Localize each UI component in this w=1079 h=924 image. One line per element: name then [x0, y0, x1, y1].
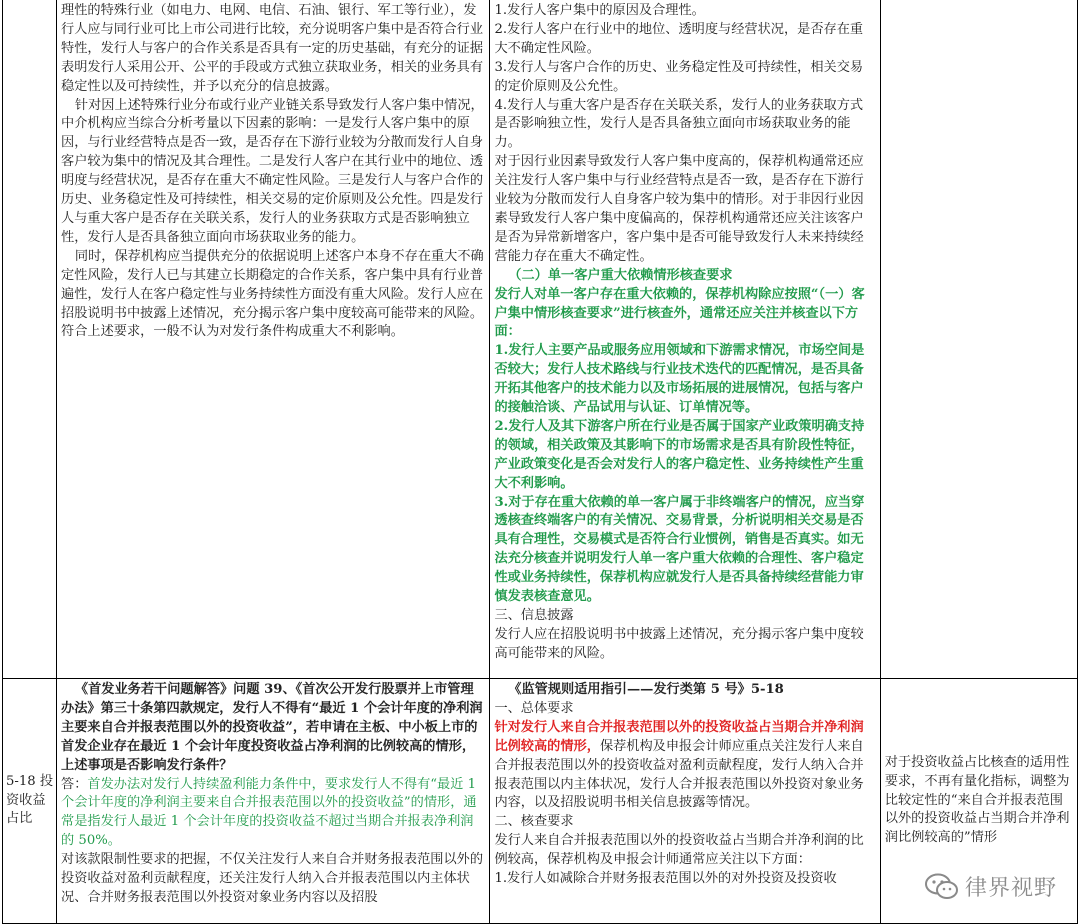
row1-col0-empty — [3, 0, 57, 679]
watermark — [925, 871, 1057, 902]
row1-col3-empty — [880, 0, 1077, 679]
remark-cell: 对于投资收益占比核查的适用性要求，不再有量化指标，调整为比较定性的“来自合并报表范围以外的投资收益占当期合并净利润比例较高的”情形 — [880, 679, 1077, 924]
section-heading: 三、信息披露 — [494, 608, 574, 623]
list-item: 1.发行人如减除合并财务报表范围以外的对外投资及投资收 — [494, 871, 837, 887]
highlight-text: 针对发行人来自合并报表范围以外的投资收益占当期合并净利润比例较高的情形， — [494, 719, 864, 754]
question-title: 《首发业务若干问题解答》问题 39、《首次公开发行股票并上市管理办法》第三十条第四款规定，发行人不得有“最近 1 个会计年度的净利润主要来自合并报表范围以外的投资收益”，若申请在主板、中小板上市的首发企业存在最近 1 个会计年度投资收益占净利润的比例较高的情形，上述事项是否影响发行条件？ — [61, 682, 483, 773]
row2-col2 — [490, 679, 880, 924]
list-item: 4.发行人与重大客户是否存在关联关系，发行人的业务获取方式是否影响独立性，发行人是否具备独立面向市场获取业务的能力。 — [494, 97, 864, 151]
row1-col1 — [57, 0, 490, 679]
paragraph: 针对因上述特殊行业分布或行业产业链关系导致发行人客户集中情况，中介机构应当综合分析考量以下因素的影响：一是发行人客户集中的原因，与行业经营特点是否一致，是否存在下游行业较为分散而发行人自身客户较为集中的情况及其合理性。二是发行人客户在其行业中的地位、透明度与经营状况，是否存在重大不确定性风险。三是发行人与客户合作的历史、业务稳定性及可持续性，相关交易的定价原则及公允性。四是发行人与重大客户是否存在关联关系，发行人的业务获取方式是否影响独立性，发行人是否具备独立面向市场获取业务的能力。 — [61, 97, 484, 245]
answer-prefix: 答： — [61, 776, 88, 792]
section-heading: （二）单一客户重大依赖情形核查要求 — [508, 267, 733, 283]
paragraph: 理性的特殊行业（如电力、电网、电信、石油、银行、军工等行业），发行人应与同行业可比上市公司进行比较，充分说明客户集中是否符合行业特性，发行人与客户的合作关系是否具有一定的历史基础，有充分的证据表明发行人采用公开、公平的手段或方式独立获取业务，相关的业务具有稳定性以及可持续性，并予以充分的信息披露。 — [61, 3, 484, 94]
list-item: 3.发行人与客户合作的历史、业务稳定性及可持续性，相关交易的定价原则及公允性。 — [494, 59, 864, 94]
watermark-label: 律界视野 — [964, 876, 1057, 901]
row2-col1 — [57, 679, 490, 924]
paragraph — [494, 719, 875, 814]
list-item: 2.发行人客户在行业中的地位、透明度与经营状况，是否存在重大不确定性风险。 — [494, 21, 864, 56]
row-label: 5-18 投资收益占比 — [3, 679, 57, 924]
list-item: 3.对于存在重大依赖的单一客户属于非终端客户的情况，应当穿透核查终端客户的有关情况、交易背景，分析说明相关交易是否具有合理性，交易模式是否符合行业惯例，销售是否真实。如无法充分核查并说明发行人单一客户重大依赖的合理性、客户稳定性或业务持续性，保荐机构应就发行人是否具备持续经营能力审慎发表核查意见。 — [494, 494, 865, 605]
guideline-title: 《监管规则适用指引——发行类第 5 号》5-18 — [508, 682, 784, 697]
paragraph-text: 保荐机构及申报会计师应重点关注发行人来自合并报表范围以外的投资收益对盈利贡献程度，发行人纳入合并报表范围以内主体状况，发行人合并报表范围以外投资对象业务内容，以及招股说明书相关信息披露等情况。 — [494, 738, 864, 811]
paragraph: 同时，保荐机构应当提供充分的依据说明上述客户本身不存在重大不确定性风险，发行人已与其建立长期稳定的合作关系，客户集中具有行业普遍性，发行人在客户稳定性与业务持续性方面没有重大风险。发行人应在招股说明书中披露上述情况，充分揭示客户集中度较高可能带来的风险。符合上述要求，一般不认为对发行条件构成重大不利影响。 — [61, 248, 484, 340]
comparison-table — [2, 0, 1078, 924]
table-row — [3, 679, 1078, 924]
paragraph: 对于因行业因素导致发行人客户集中度高的，保荐机构通常还应关注发行人客户集中与行业经营特点是否一致，是否存在下游行业较为分散而发行人自身客户较为集中的情形。对于非因行业因素导致发行人客户集中度偏高的，保荐机构通常还应关注该客户是否为异常新增客户，客户集中是否可能导致发行人未来持续经营能力存在重大不确定性。 — [494, 154, 864, 264]
paragraph: 发行人应在招股说明书中披露上述情况，充分揭示客户集中度较高可能带来的风险。 — [494, 626, 864, 661]
row1-col2 — [490, 0, 880, 679]
table-row — [3, 0, 1078, 679]
answer-paragraph — [61, 776, 485, 852]
paragraph: 发行人对单一客户存在重大依赖的，保荐机构除应按照“（一）客户集中情形核查要求”进行核查外，通常还应关注并核查以下方面： — [494, 286, 865, 340]
list-item: 2.发行人及其下游客户所在行业是否属于国家产业政策明确支持的领域，相关政策及其影响下的市场需求是否具有阶段性特征，产业政策变化是否会对发行人的客户稳定性、业务持续性产生重大不利影响。 — [494, 418, 865, 491]
paragraph: 对该款限制性要求的把握，不仅关注发行人来自合并财务报表范围以外的投资收益对盈利贡献程度，还关注发行人纳入合并报表范围以内主体状况、合并财务报表范围以外投资对象业务内容以及招股 — [61, 852, 484, 905]
section-heading: 一、总体要求 — [494, 700, 574, 716]
answer-text: 首发办法对发行人持续盈利能力条件中，要求发行人不得有“最近 1 个会计年度的净利润主要来自合并报表范围以外的投资收益”的情形，通常是指发行人最近 1 个会计年度的投资收益不超过当期合并报表净利润的 50%。 — [61, 776, 477, 849]
wechat-icon — [925, 873, 959, 901]
list-item: 1.发行人客户集中的原因及合理性。 — [494, 3, 705, 18]
paragraph: 发行人来自合并报表范围以外的投资收益占当期合并净利润的比例较高，保荐机构及申报会计师通常应关注以下方面： — [494, 833, 864, 868]
list-item: 1.发行人主要产品或服务应用领域和下游需求情况，市场空间是否较大；发行人技术路线与行业技术迭代的匹配情况，是否具备开拓其他客户的技术能力以及市场拓展的进展情况，包括与客户的接触洽谈、产品试用与认证、订单情况等。 — [494, 343, 865, 416]
section-heading: 二、核查要求 — [494, 814, 574, 830]
